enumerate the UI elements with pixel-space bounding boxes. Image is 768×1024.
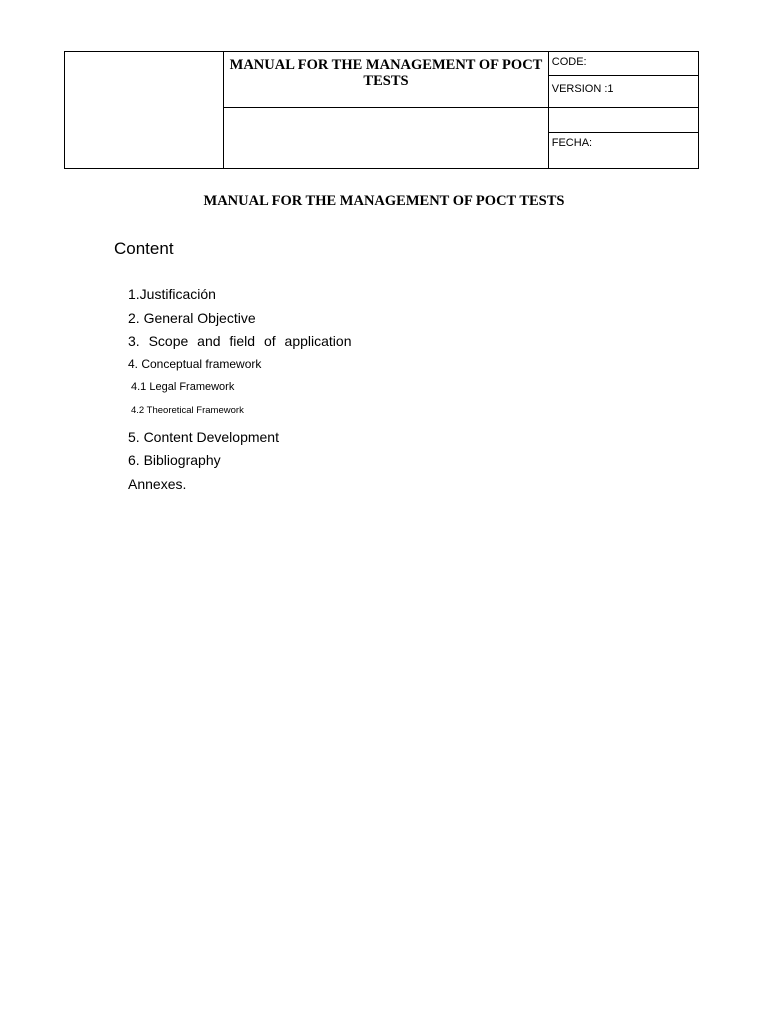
toc-item: 4.2 Theoretical Framework (131, 405, 244, 416)
toc-item: 2. General Objective (128, 310, 256, 326)
toc-item: 5. Content Development (128, 429, 279, 445)
empty-meta-cell (548, 108, 698, 133)
toc-item: 4.1 Legal Framework (131, 381, 235, 393)
logo-cell (65, 52, 224, 169)
header-blank-cell (224, 108, 549, 169)
toc-item: Annexes. (128, 476, 187, 492)
header-title: MANUAL FOR THE MANAGEMENT OF POCT TESTS (224, 52, 549, 108)
code-field: CODE: (548, 52, 698, 76)
toc-item: 6. Bibliography (128, 452, 221, 468)
toc-item: 3. Scope and field of application (128, 333, 352, 349)
version-field: VERSION :1 (548, 75, 698, 107)
document-header-table (64, 51, 699, 169)
toc-item: 4. Conceptual framework (128, 357, 262, 371)
toc-item: 1.Justificación (128, 286, 216, 302)
date-field: FECHA: (548, 133, 698, 169)
document-title: MANUAL FOR THE MANAGEMENT OF POCT TESTS (203, 193, 565, 209)
content-heading: Content (114, 239, 174, 258)
